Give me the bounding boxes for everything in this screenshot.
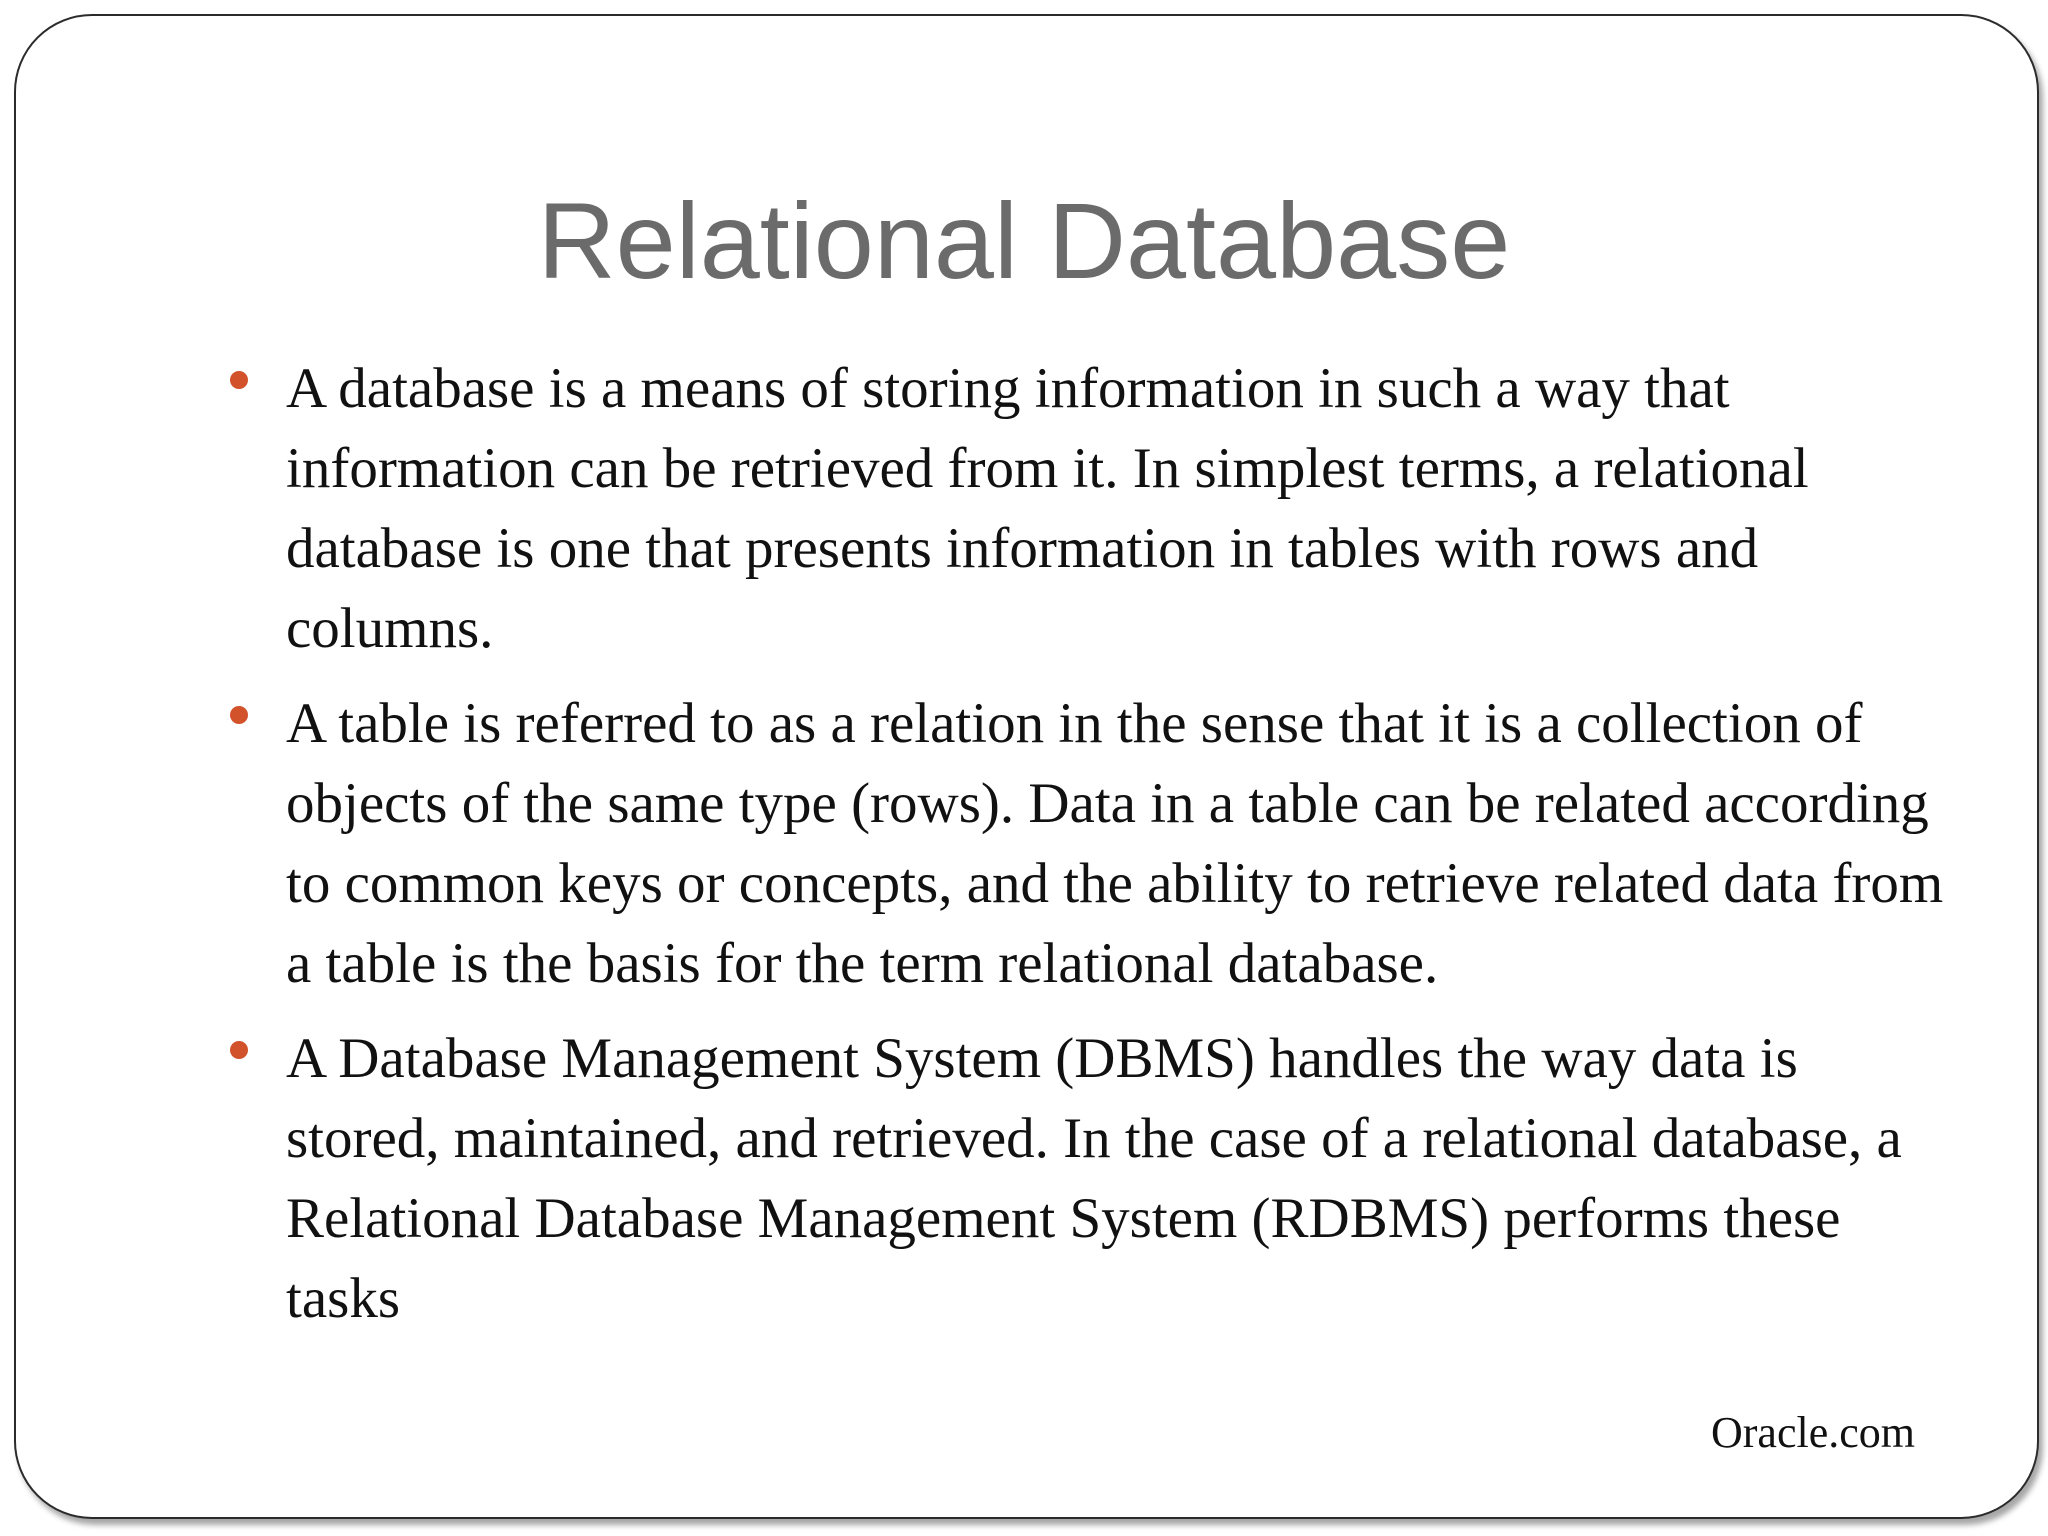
bullet-item: [286, 349, 1946, 669]
bullet-text: A table is referred to as a relation in the sense that it is a collection of objects of the same type (rows). Data in a table can be related according to common keys or concepts, and the ability to retrieve related data from a table is the basis for the term relational database.: [286, 692, 1944, 995]
bullet-list: [286, 349, 1946, 1354]
bullet-item: [286, 684, 1946, 1004]
bullet-text: A Database Management System (DBMS) handles the way data is stored, maintained, and retrieved. In the case of a relational database, a Relational Database Management System (RDBMS) performs these tasks: [286, 1027, 1902, 1330]
bullet-dot-icon: [230, 1041, 248, 1059]
bullet-item: [286, 1019, 1946, 1339]
slide-title: Relational Database: [537, 180, 1511, 301]
bullet-dot-icon: [230, 371, 248, 389]
bullet-dot-icon: [230, 706, 248, 724]
source-credit: Oracle.com: [1711, 1408, 1915, 1457]
bullet-text: A database is a means of storing information in such a way that information can be retrieved from it. In simplest terms, a relational database is one that presents information in tables with rows and columns.: [286, 357, 1809, 660]
